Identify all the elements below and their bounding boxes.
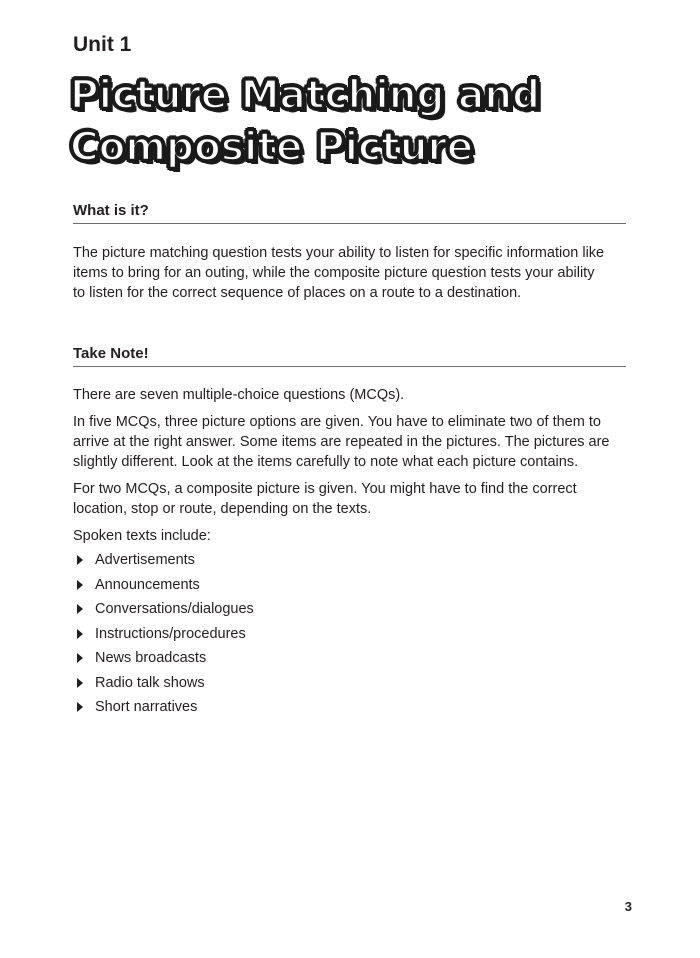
what-is-it-heading: What is it? xyxy=(73,201,626,224)
take-note-p2-line-3: slightly different. Look at the items carefully to note what each picture contains. xyxy=(73,454,579,470)
unit-label: Unit 1 xyxy=(73,33,132,56)
list-item xyxy=(73,599,626,624)
take-note-section xyxy=(73,344,626,722)
take-note-heading: Take Note! xyxy=(73,344,626,367)
list-item xyxy=(73,673,626,698)
take-note-p2-line-1: In five MCQs, three picture options are given. You have to eliminate two of them to xyxy=(73,414,601,430)
take-note-p3-line-1: For two MCQs, a composite picture is given. You might have to find the correct xyxy=(73,481,577,497)
page-title-line-2: Composite Picture xyxy=(70,125,474,170)
page-title-line-1: Picture Matching and xyxy=(70,73,541,118)
list-item-label: Announcements xyxy=(95,576,200,593)
triangle-bullet-icon xyxy=(73,697,95,717)
list-item xyxy=(73,624,626,649)
triangle-bullet-icon xyxy=(73,624,95,644)
triangle-bullet-icon xyxy=(73,648,95,668)
take-note-paragraph-1: There are seven multiple-choice questions (MCQs). xyxy=(73,387,405,403)
take-note-paragraph-3 xyxy=(73,479,626,519)
list-item-label: Instructions/procedures xyxy=(95,625,246,642)
list-item xyxy=(73,550,626,575)
list-item-label: Advertisements xyxy=(95,552,195,568)
what-is-it-line-2: items to bring for an outing, while the composite picture question tests your ability xyxy=(73,265,595,281)
what-is-it-paragraph xyxy=(73,243,626,303)
list-item xyxy=(73,697,626,722)
triangle-bullet-icon xyxy=(73,575,95,595)
take-note-p3-line-2: location, stop or route, depending on the texts. xyxy=(73,501,372,517)
what-is-it-section xyxy=(73,201,626,310)
spoken-texts-list xyxy=(73,550,626,722)
list-item-label: Conversations/dialogues xyxy=(95,601,254,617)
take-note-paragraph-4: Spoken texts include: xyxy=(73,528,211,544)
triangle-bullet-icon xyxy=(73,599,95,619)
page-title xyxy=(70,70,540,174)
triangle-bullet-icon xyxy=(73,673,95,693)
list-item-label: Short narratives xyxy=(95,699,198,715)
take-note-p2-line-2: arrive at the right answer. Some items are repeated in the pictures. The pictures are xyxy=(73,434,610,450)
triangle-bullet-icon xyxy=(73,550,95,570)
page-number: 3 xyxy=(624,899,632,914)
what-is-it-line-1: The picture matching question tests your ability to listen for specific information like xyxy=(73,245,605,261)
list-item-label: News broadcasts xyxy=(95,650,207,666)
list-item-label: Radio talk shows xyxy=(95,674,205,691)
list-item xyxy=(73,575,626,600)
take-note-paragraph-2 xyxy=(73,412,626,472)
what-is-it-line-3: to listen for the correct sequence of places on a route to a destination. xyxy=(73,285,522,301)
list-item xyxy=(73,648,626,673)
